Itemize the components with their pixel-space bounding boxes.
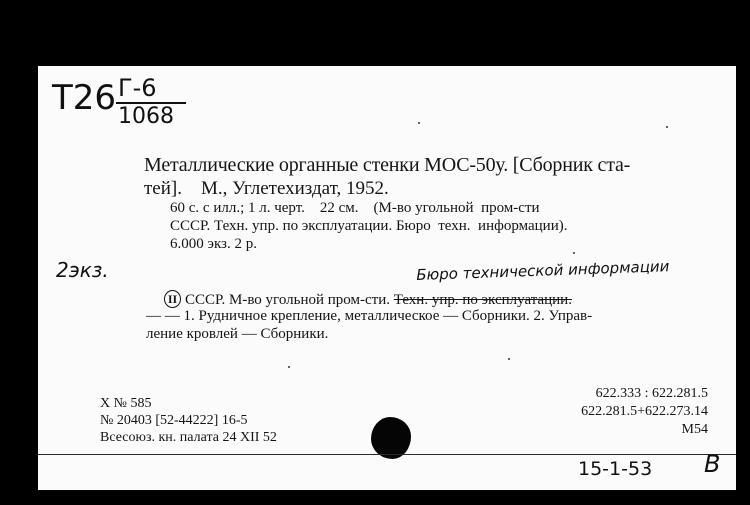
price-line: 6.000 экз. 2 р. — [170, 236, 257, 252]
tracing-line-1 — [164, 290, 572, 309]
footer-left-2: № 20403 [52-44222] 16-5 — [100, 413, 248, 428]
tracing-main: СССР. М-во угольной пром-сти. — [185, 292, 390, 308]
scan-speck — [573, 252, 575, 254]
scan-speck — [288, 366, 290, 368]
scan-speck — [666, 126, 668, 128]
footer-right-3: М54 — [681, 422, 708, 437]
title-line-2: тей]. М., Углетехиздат, 1952. — [144, 178, 389, 199]
tracing-line-2: — — 1. Рудничное крепление, металлическое — Сборники. 2. Управ- — [146, 308, 593, 324]
title-line-1: Металлические органные стенки МОС-50у. [Сборник ста- — [144, 154, 631, 176]
copies-note: 2экз. — [56, 258, 109, 282]
roman-numeral-mark: II — [164, 290, 181, 308]
footer-right-2: 622.281.5+622.273.14 — [581, 404, 708, 419]
tracing-struck: Техн. упр. по эксплуатации. — [393, 292, 572, 308]
footer-left-1: Х № 585 — [100, 396, 152, 411]
footer-left-3: Всесоюз. кн. палата 24 XII 52 — [100, 430, 277, 445]
shelf-code: Т26 — [52, 78, 117, 118]
catalog-card — [38, 66, 736, 490]
tracing-line-3: ление кровлей — Сборники. — [146, 326, 329, 342]
added-note: Бюро технической информации — [416, 257, 670, 284]
shelf-fraction-top: Г-6 — [118, 74, 157, 102]
bottom-rule — [38, 454, 736, 455]
ink-blot — [371, 417, 411, 459]
corner-mark: В — [704, 450, 721, 478]
received-date: 15-1-53 — [578, 458, 653, 480]
scan-speck — [508, 358, 510, 360]
shelf-fraction-bottom: 1068 — [118, 104, 174, 129]
collation-line-1: 60 с. с илл.; 1 л. черт. 22 см. (М-во угольной пром-сти — [170, 200, 540, 216]
collation-line-2: СССР. Техн. упр. по эксплуатации. Бюро техн. информации). — [170, 218, 568, 234]
footer-right-1: 622.333 : 622.281.5 — [595, 386, 708, 401]
scan-speck — [418, 122, 420, 124]
